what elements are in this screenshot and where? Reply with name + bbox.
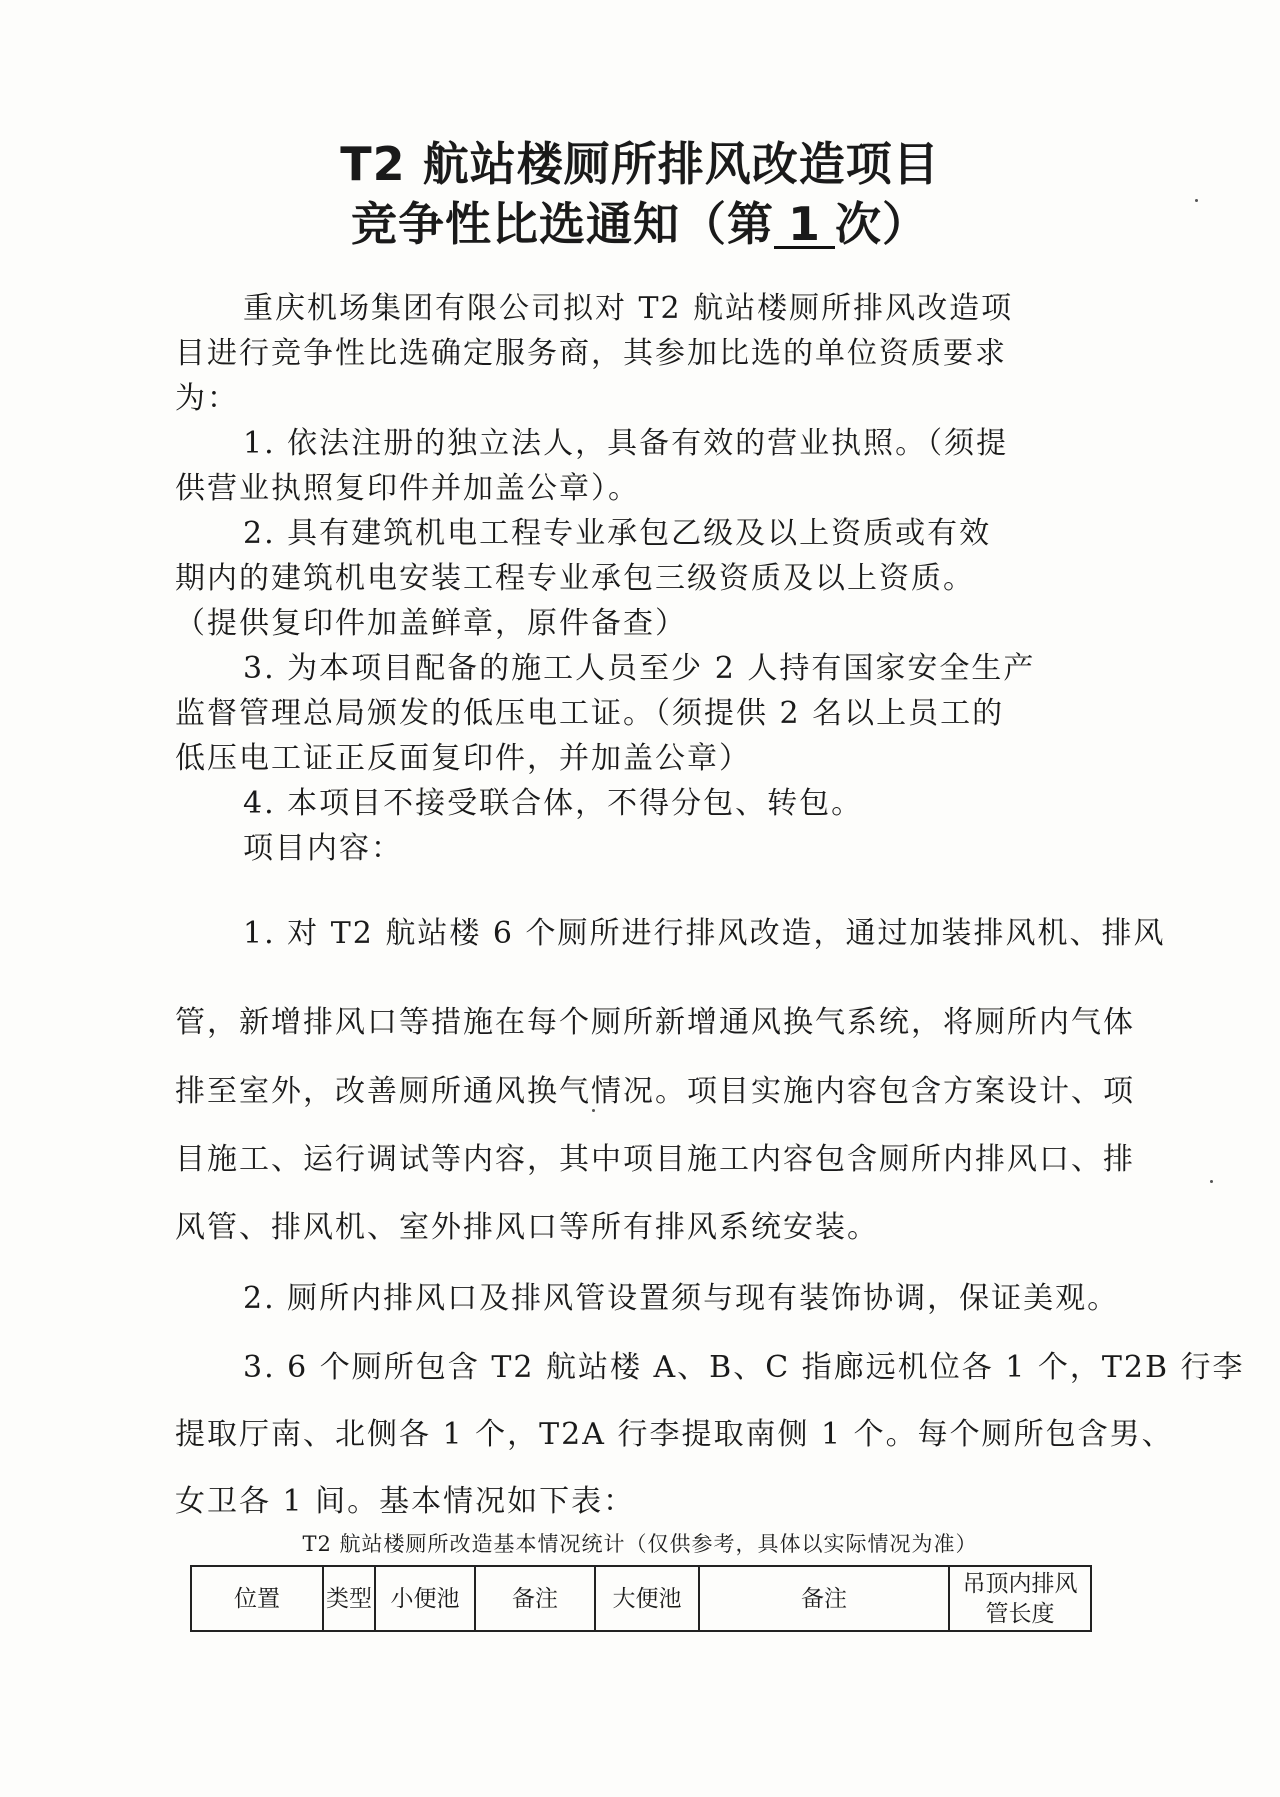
content-line: 女卫各 1 间。基本情况如下表： xyxy=(175,1484,636,1519)
requirement-line: 1. 依法注册的独立法人，具备有效的营业执照。（须提 xyxy=(243,426,1009,461)
table-header-cell: 类型 xyxy=(323,1566,375,1631)
scan-speck xyxy=(1210,1180,1213,1183)
table-header-cell: 吊顶内排风管长度 xyxy=(949,1566,1091,1631)
title-prefix: 竞争性比选通知（第 xyxy=(350,197,774,251)
content-line: 1. 对 T2 航站楼 6 个厕所进行排风改造，通过加装排风机、排风 xyxy=(243,916,1166,951)
table-header-cell: 备注 xyxy=(475,1566,595,1631)
requirement-line: （提供复印件加盖鲜章，原件备查） xyxy=(175,606,687,641)
content-line: 排至室外，改善厕所通风换气情况。项目实施内容包含方案设计、项 xyxy=(175,1074,1135,1109)
table-header-row xyxy=(191,1566,1091,1631)
requirement-line: 低压电工证正反面复印件，并加盖公章） xyxy=(175,741,751,776)
content-line: 2. 厕所内排风口及排风管设置须与现有装饰协调，保证美观。 xyxy=(243,1281,1120,1316)
content-line: 3. 6 个厕所包含 T2 航站楼 A、B、C 指廊远机位各 1 个，T2B 行李 xyxy=(243,1350,1245,1385)
table-header-cell: 位置 xyxy=(191,1566,323,1631)
requirement-line: 监督管理总局颁发的低压电工证。（须提供 2 名以上员工的 xyxy=(175,696,1005,731)
intro-line: 目进行竞争性比选确定服务商，其参加比选的单位资质要求 xyxy=(175,336,1007,371)
table-caption: T2 航站楼厕所改造基本情况统计（仅供参考，具体以实际情况为准） xyxy=(302,1532,978,1556)
document-title-line-1: T2 航站楼厕所排风改造项目 xyxy=(340,137,940,191)
statistics-table xyxy=(190,1565,1092,1632)
section-heading: 项目内容： xyxy=(243,831,403,866)
table-header-cell: 大便池 xyxy=(595,1566,699,1631)
requirement-line: 4. 本项目不接受联合体，不得分包、转包。 xyxy=(243,786,864,821)
title-suffix: 次） xyxy=(835,197,929,251)
content-line: 提取厅南、北侧各 1 个，T2A 行李提取南侧 1 个。每个厕所包含男、 xyxy=(175,1417,1174,1452)
content-line: 管，新增排风口等措施在每个厕所新增通风换气系统，将厕所内气体 xyxy=(175,1005,1135,1040)
table-header-cell: 小便池 xyxy=(375,1566,475,1631)
intro-line: 为： xyxy=(175,381,239,416)
requirement-line: 期内的建筑机电安装工程专业承包三级资质及以上资质。 xyxy=(175,561,975,596)
requirement-line: 2. 具有建筑机电工程专业承包乙级及以上资质或有效 xyxy=(243,516,992,551)
requirement-line: 3. 为本项目配备的施工人员至少 2 人持有国家安全生产 xyxy=(243,651,1036,686)
content-line: 目施工、运行调试等内容，其中项目施工内容包含厕所内排风口、排 xyxy=(175,1142,1135,1177)
scan-speck xyxy=(592,1109,595,1112)
requirement-line: 供营业执照复印件并加盖公章）。 xyxy=(175,471,640,506)
scan-speck xyxy=(1195,199,1198,202)
notice-round-number: 1 xyxy=(774,202,835,249)
document-title-line-2 xyxy=(0,195,1280,253)
intro-line: 重庆机场集团有限公司拟对 T2 航站楼厕所排风改造项 xyxy=(243,291,1014,326)
table-header-cell: 备注 xyxy=(699,1566,949,1631)
content-line: 风管、排风机、室外排风口等所有排风系统安装。 xyxy=(175,1210,879,1245)
